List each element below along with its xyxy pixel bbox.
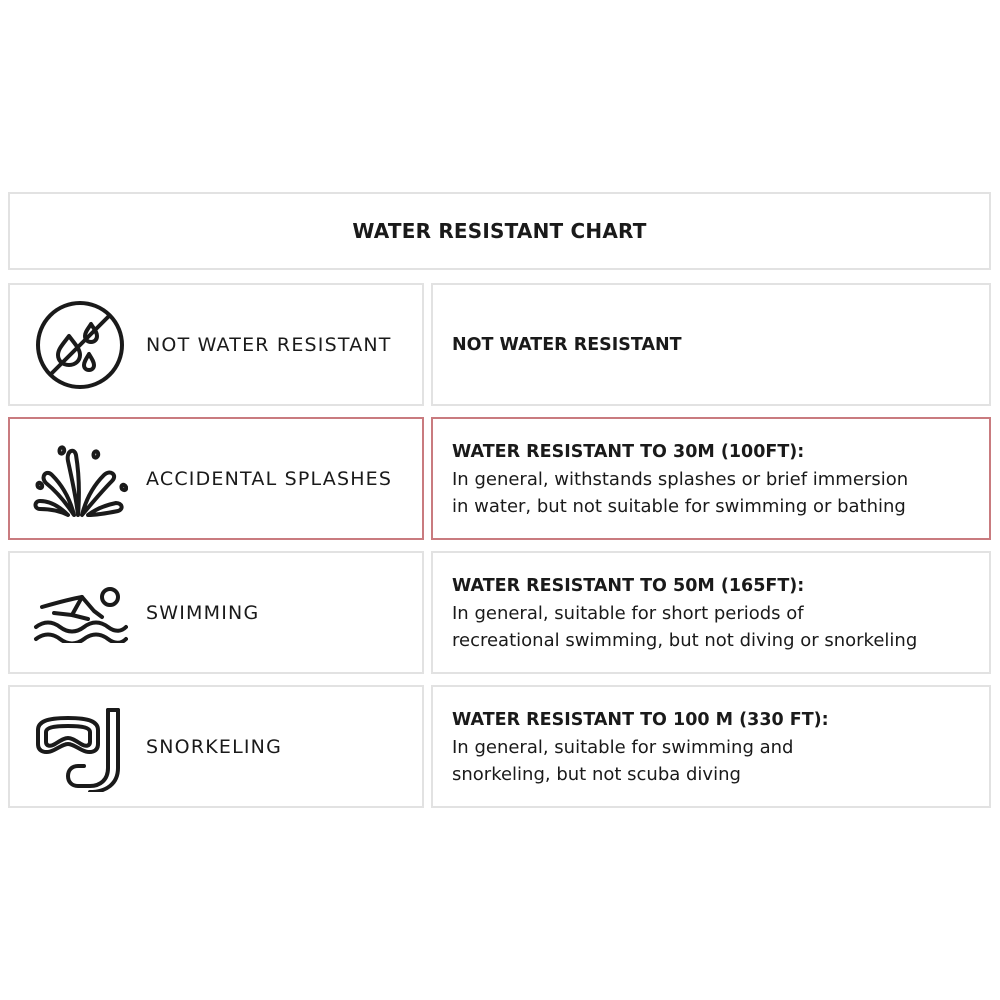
row-label: ACCIDENTAL SPLASHES — [146, 467, 393, 490]
snorkel-mask-icon — [30, 697, 130, 797]
row-snorkeling-left — [8, 685, 424, 808]
chart-title: WATER RESISTANT CHART — [352, 219, 647, 243]
row-description: In general, withstands splashes or brief immersion in water, but not suitable for swimming or bathing — [452, 468, 909, 517]
row-label: NOT WATER RESISTANT — [146, 333, 392, 356]
row-accidental-splashes-right — [431, 417, 991, 540]
row-accidental-splashes-left — [8, 417, 424, 540]
water-splash-icon — [30, 429, 130, 529]
row-description: In general, suitable for swimming and snorkeling, but not scuba diving — [452, 736, 794, 785]
row-swimming-left — [8, 551, 424, 674]
swimmer-icon — [30, 563, 130, 663]
chart-title-box — [8, 192, 991, 270]
row-snorkeling-right — [431, 685, 991, 808]
row-heading: WATER RESISTANT TO 30M (100FT): — [452, 441, 805, 462]
row-heading: NOT WATER RESISTANT — [452, 334, 682, 355]
row-heading: WATER RESISTANT TO 100 M (330 FT): — [452, 709, 829, 730]
row-label: SNORKELING — [146, 735, 283, 758]
row-label: SWIMMING — [146, 601, 260, 624]
row-not-water-resistant-right — [431, 283, 991, 406]
row-heading: WATER RESISTANT TO 50M (165FT): — [452, 575, 805, 596]
row-swimming-right — [431, 551, 991, 674]
row-description: In general, suitable for short periods of recreational swimming, but not diving or snorkeling — [452, 602, 918, 651]
row-not-water-resistant-left — [8, 283, 424, 406]
no-water-drops-icon — [30, 295, 130, 395]
